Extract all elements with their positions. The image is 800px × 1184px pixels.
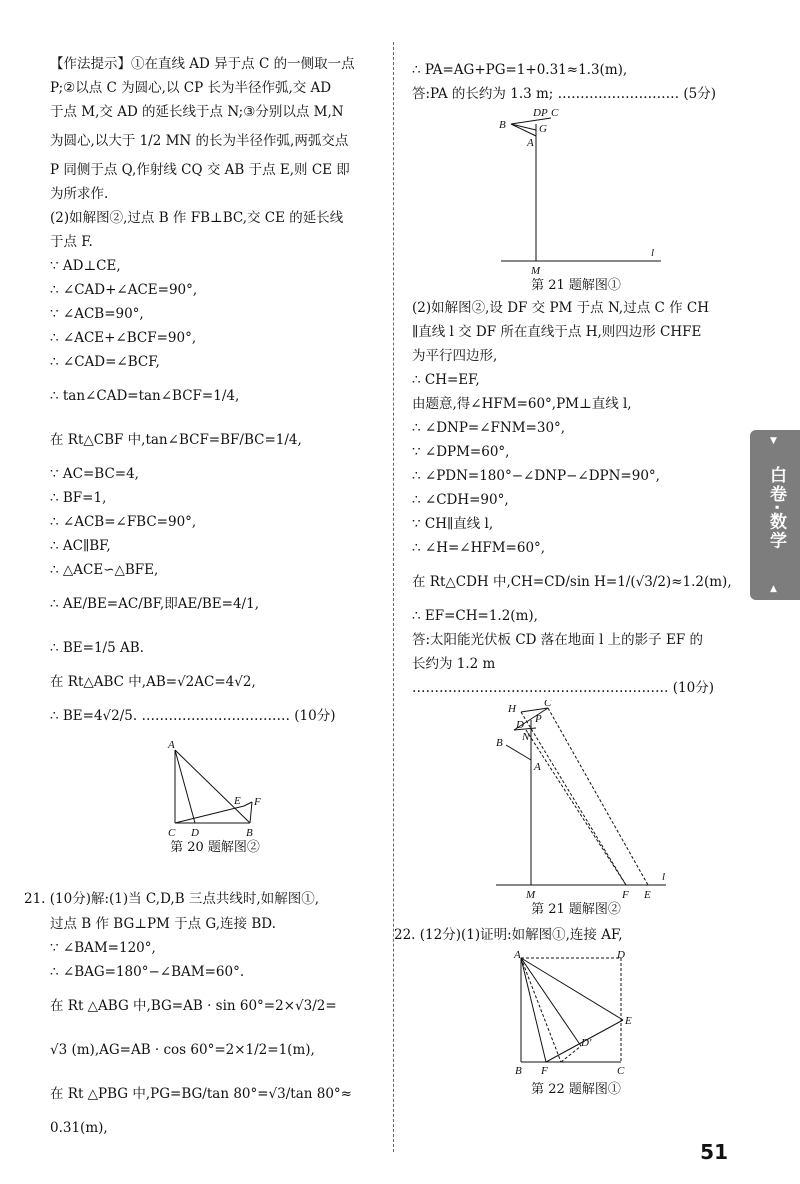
label-P: P [541, 107, 548, 119]
label-B: B [246, 827, 253, 838]
side-tab [750, 430, 800, 600]
label-P: P [535, 713, 542, 725]
side-tab-label: 白卷·数学 [766, 466, 786, 551]
figure-21-1 [481, 106, 671, 276]
question-21-part1 [24, 886, 384, 1140]
text-line: ∵ AD⊥CE, [50, 258, 121, 274]
up-arrow-icon: ▲ [770, 584, 777, 594]
label-F: F [254, 796, 261, 808]
label-F: F [541, 1065, 548, 1077]
text-line: 答:PA 的长约为 1.3 m; ……………………… (5分) [412, 86, 717, 102]
text-line: ∴ tan∠CAD=tan∠BCF=1/4, [50, 388, 240, 404]
label-B: B [496, 737, 503, 749]
text-line: ∴ AE/BE=AC/BF,即AE/BE=4/1, [50, 596, 259, 612]
label-l: l [651, 247, 655, 259]
label-E: E [644, 889, 651, 900]
text-line: ∴ ∠H=∠HFM=60°, [412, 540, 546, 556]
text-line: 答:太阳能光伏板 CD 落在地面 l 上的影子 EF 的 [412, 632, 703, 648]
question-22-heading: 22. (12分)(1)证明:如解图①,连接 AF, [394, 927, 623, 943]
left-column [50, 52, 380, 858]
label-C: C [544, 700, 552, 709]
label-C: C [551, 107, 559, 119]
text-line: 长约为 1.2 m [412, 656, 496, 672]
text-line: 在 Rt △ABG 中,BG=AB · sin 60°=2×√3/2= [50, 998, 337, 1014]
text-line: ∵ CH∥直线 l, [412, 516, 494, 532]
label-A: A [534, 761, 541, 773]
figure-21-2-caption: 第 21 题解图② [531, 902, 621, 917]
text-line: ∴ ∠ACE+∠BCF=90°, [50, 330, 197, 346]
text-line: ∴ CH=EF, [412, 372, 480, 388]
text-line: ∵ AC=BC=4, [50, 466, 139, 482]
text-line: 在 Rt△CDH 中,CH=CD/sin H=1/(√3/2)≈1.2(m), [412, 574, 732, 590]
text-line: 为所求作. [50, 186, 109, 202]
text-line: 在 Rt△CBF 中,tan∠BCF=BF/BC=1/4, [50, 432, 302, 448]
text-line: P 同侧于点 Q,作射线 CQ 交 AB 于点 E,则 CE 即 [50, 162, 350, 178]
label-C: C [617, 1065, 625, 1077]
question-21-heading: 21. (10分)解:(1)当 C,D,B 三点共线时,如解图①, [24, 891, 320, 907]
label-A: A [527, 137, 534, 149]
text-line: ∵ ∠ACB=90°, [50, 306, 144, 322]
text-line: 为圆心,以大于 1/2 MN 的长为半径作弧,两弧交点 [50, 133, 349, 149]
figure-22-1-caption: 第 22 题解图① [531, 1082, 621, 1097]
text-line: ∴ ∠CAD=∠BCF, [50, 354, 160, 370]
text-line: ∴ BE=1/5 AB. [50, 640, 144, 656]
text-line: 【作法提示】①在直线 AD 异于点 C 的一侧取一点 [50, 56, 355, 72]
text-line: ∴ ∠DNP=∠FNM=30°, [412, 420, 566, 436]
text-line: P;②以点 C 为圆心,以 CP 长为半径作弧,交 AD [50, 80, 332, 96]
text-line: ∴ ∠CAD+∠ACE=90°, [50, 282, 198, 298]
figure-21-2 [476, 700, 676, 900]
text-line: ∴ EF=CH=1.2(m), [412, 608, 538, 624]
text-line: ………………………………………………… (10分) [412, 680, 715, 696]
label-G: G [539, 123, 547, 135]
text-line: ∵ ∠DPM=60°, [412, 444, 510, 460]
text-line: (2)如解图②,过点 B 作 FB⊥BC,交 CE 的延长线 [50, 210, 344, 226]
label-B: B [515, 1065, 522, 1077]
text-line: ∥直线 l 交 DF 所在直线于点 H,则四边形 CHFE [412, 324, 702, 340]
label-A: A [168, 739, 175, 751]
text-line: (2)如解图②,设 DF 交 PM 于点 N,过点 C 作 CH [412, 300, 710, 316]
down-arrow-icon: ▼ [770, 436, 777, 446]
text-line: ∴ △ACE∽△BFE, [50, 562, 159, 578]
label-M: M [526, 889, 536, 900]
label-A: A [514, 950, 521, 961]
text-line: 为平行四边形, [412, 348, 498, 364]
text-line: 于点 F. [50, 234, 93, 250]
text-line: ∴ ∠BAG=180°−∠BAM=60°. [50, 964, 245, 980]
label-H: H [508, 703, 516, 715]
text-line: 由题意,得∠HFM=60°,PM⊥直线 l, [412, 396, 632, 412]
text-line: ∴ BF=1, [50, 490, 107, 506]
text-line: ∴ ∠ACB=∠FBC=90°, [50, 514, 197, 530]
text-line: 在 Rt △PBG 中,PG=BG/tan 80°=√3/tan 80°≈ [50, 1086, 352, 1102]
label-D: D [533, 107, 541, 119]
label-N: N [522, 731, 530, 743]
text-line: 于点 M,交 AD 的延长线于点 N;③分别以点 M,N [50, 104, 344, 120]
column-divider [393, 42, 394, 1152]
text-line: √3 (m),AG=AB · cos 60°=2×1/2=1(m), [50, 1042, 315, 1058]
figure-21-1-caption: 第 21 题解图① [531, 278, 621, 293]
label-l: l [662, 871, 666, 883]
label-D: D [617, 950, 625, 961]
label-B: B [499, 119, 506, 131]
text-line: 在 Rt△ABC 中,AB=√2AC=4√2, [50, 674, 256, 690]
text-line: ∴ ∠PDN=180°−∠DNP−∠DPN=90°, [412, 468, 660, 484]
label-D: D [191, 827, 199, 838]
label-E: E [234, 795, 241, 807]
label-C: C [168, 827, 176, 838]
label-D: D [516, 719, 524, 731]
text-line: 过点 B 作 BG⊥PM 于点 G,连接 BD. [50, 916, 276, 932]
label-M: M [531, 265, 541, 276]
text-line: ∴ ∠CDH=90°, [412, 492, 509, 508]
right-column [394, 58, 740, 1100]
text-line: ∴ AC∥BF, [50, 538, 111, 554]
figure-20 [160, 738, 270, 838]
label-F: F [622, 889, 629, 900]
label-E: E [625, 1015, 632, 1027]
figure-20-caption: 第 20 题解图② [170, 840, 260, 855]
label-D-prime: D′ [581, 1037, 592, 1049]
page-number: 51 [700, 1140, 728, 1164]
text-line: 0.31(m), [50, 1120, 108, 1136]
figure-22-1 [511, 950, 641, 1080]
text-line: ∵ ∠BAM=120°, [50, 940, 156, 956]
text-line: ∴ PA=AG+PG=1+0.31≈1.3(m), [412, 62, 628, 78]
text-line: ∴ BE=4√2/5. …………………………… (10分) [50, 708, 336, 724]
